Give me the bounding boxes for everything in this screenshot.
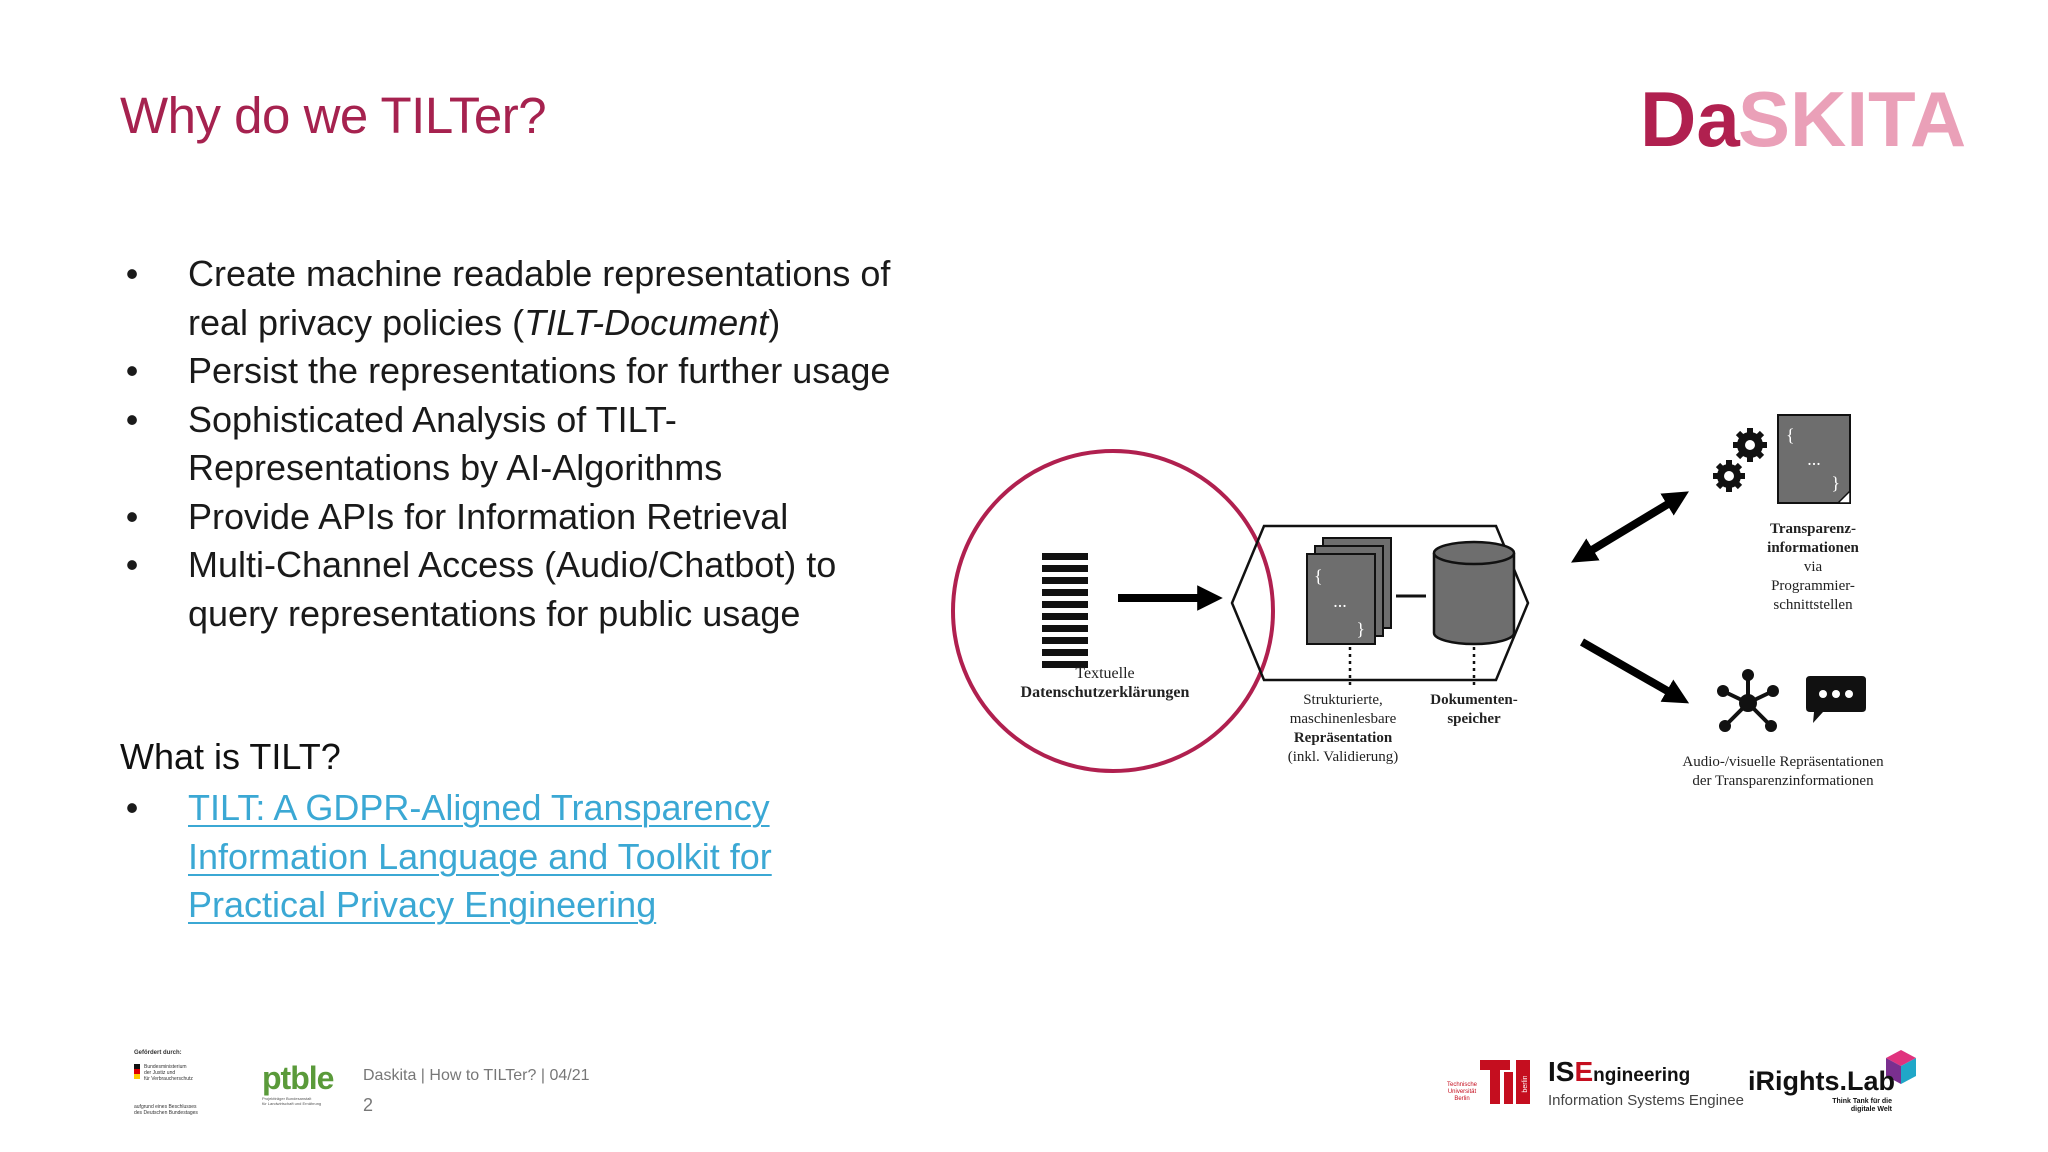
bullet-marker: • xyxy=(125,398,139,440)
logo-part-da: Da xyxy=(1640,75,1740,163)
label-api-line3: via xyxy=(1803,559,1823,575)
bullet-marker: • xyxy=(125,350,139,391)
structured-documents-icon xyxy=(1307,538,1391,644)
label-api-line2: informationen xyxy=(1767,540,1859,556)
tilt-paper-link[interactable]: TILT: A GDPR-Aligned Transparency Information Language and Toolkit for Practical Privacy Engineering xyxy=(188,787,772,925)
bullet-item: • Create machine readable representations of real privacy policies (TILT-Document) xyxy=(122,250,912,347)
link-item xyxy=(122,784,882,930)
label-structured-line4: (inkl. Validierung) xyxy=(1287,749,1399,765)
api-doc-dots: ... xyxy=(1807,449,1821,469)
doc-brace-close: } xyxy=(1356,619,1365,639)
label-api-line5: schnittstellen xyxy=(1773,597,1853,613)
german-flag-icon xyxy=(134,1064,140,1082)
label-structured-line1: Strukturierte, xyxy=(1303,692,1383,708)
tilt-architecture-diagram xyxy=(930,395,1930,805)
funder-label: Gefördert durch: xyxy=(134,1050,182,1056)
label-store-line2: speicher xyxy=(1447,711,1501,727)
bullet-item: • Provide APIs for Information Retrieval xyxy=(122,493,912,542)
tu-emblem-icon xyxy=(1478,1058,1532,1108)
tilt-document-emphasis: TILT-Document xyxy=(524,301,769,343)
what-is-tilt-heading: What is TILT? xyxy=(120,736,341,777)
network-hub-icon xyxy=(1717,669,1779,732)
bullet-marker: • xyxy=(125,787,139,828)
api-document-icon xyxy=(1778,415,1850,503)
page-number: 2 xyxy=(363,1095,374,1115)
doc-brace-open: { xyxy=(1314,566,1323,586)
gears-icon xyxy=(1713,428,1767,492)
label-structured-line2: maschinenlesbare xyxy=(1289,711,1397,727)
bullet-item: • Multi-Channel Access (Audio/Chatbot) to query representations for public usage xyxy=(122,541,912,638)
label-api-line1: Transparenz- xyxy=(1769,521,1857,537)
chat-bubble-icon xyxy=(1806,676,1866,723)
footer-text: Daskita | How to TILTer? | 04/21 xyxy=(363,1067,590,1084)
tu-berlin-text: berlin xyxy=(1522,1075,1529,1093)
label-policies-line2: Datenschutzerklärungen xyxy=(1020,684,1190,701)
label-audio-line2: der Transparenzinformationen xyxy=(1692,773,1874,789)
privacy-policy-document-icon xyxy=(1042,553,1088,668)
arrow-down-right-icon xyxy=(1582,642,1678,697)
api-doc-brace-close: } xyxy=(1831,473,1840,493)
label-audio-line1: Audio-/visuelle Repräsentationen xyxy=(1682,754,1884,770)
label-store-line1: Dokumenten- xyxy=(1430,692,1518,708)
daskita-logo xyxy=(1640,75,1967,163)
doc-dots: ... xyxy=(1333,591,1347,611)
tu-berlin-logo: Technische Universität Berlin berlin xyxy=(1444,1058,1532,1108)
bullet-list xyxy=(122,250,912,638)
bullet-marker: • xyxy=(125,253,139,294)
bullet-item: • Sophisticated Analysis of TILT-Representations by AI-Algorithms xyxy=(122,396,912,493)
slide-title: Why do we TILTer? xyxy=(120,87,547,144)
bidirectional-arrow-icon xyxy=(1582,498,1678,556)
irights-lab-logo: iRights.Lab Think Tank für die digitale Welt xyxy=(1748,1048,1918,1114)
bullet-item: • Persist the representations for further usage xyxy=(122,347,912,396)
highlight-circle xyxy=(953,451,1273,771)
bullet-marker: • xyxy=(125,544,139,585)
isengineering-logo: ISEngineering Information Systems Enginee xyxy=(1548,1056,1744,1109)
label-policies-line1: Textuelle xyxy=(1075,665,1135,682)
logo-part-skita: SKITA xyxy=(1738,75,1967,163)
database-icon xyxy=(1434,542,1514,644)
ministry-funder-logo: Gefördert durch: Bundesministerium der Justiz und für Verbraucherschutz aufgrund eines Beschlusses des Deutschen Bundestages xyxy=(134,1050,224,1130)
api-doc-brace-open: { xyxy=(1786,425,1795,445)
label-structured-line3: Repräsentation xyxy=(1293,730,1393,746)
label-api-line4: Programmier- xyxy=(1771,578,1855,594)
bullet-marker: • xyxy=(125,495,139,537)
link-list xyxy=(122,784,882,930)
ptble-logo: ptble Projektträger Bundesanstalt für Landwirtschaft und Ernährung xyxy=(262,1060,334,1106)
